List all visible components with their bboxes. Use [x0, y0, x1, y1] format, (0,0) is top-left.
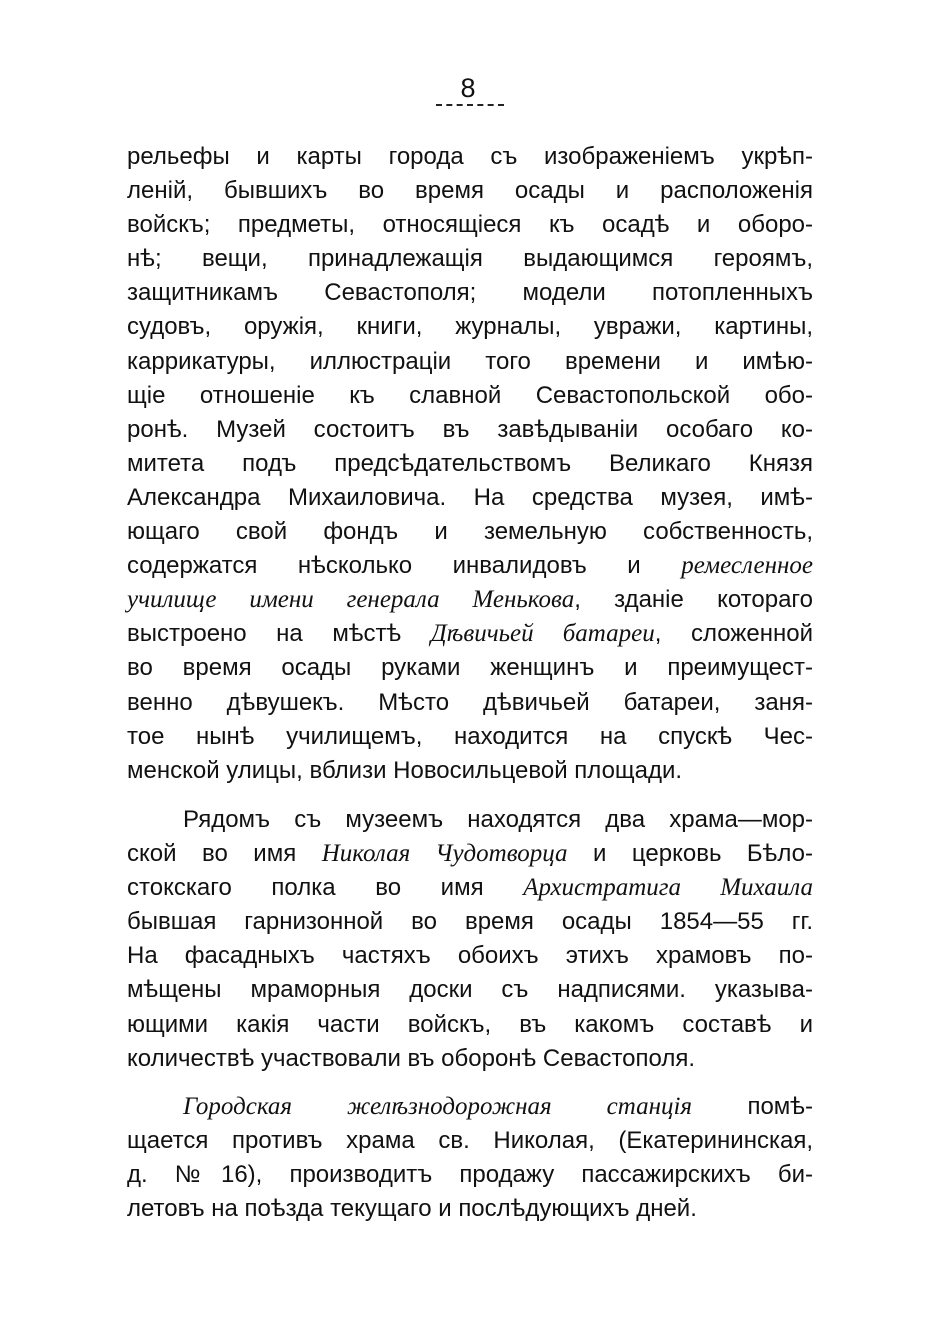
- text-segment: количествѣ участвовали въ оборонѣ Севастополя.: [127, 1044, 695, 1072]
- italic-text: училище имени генерала Менькова: [127, 586, 575, 614]
- text-segment: стокскаго полка во имя: [127, 874, 524, 902]
- text-line: [127, 1042, 813, 1076]
- paragraph-railway-station: [127, 1090, 813, 1226]
- text-line: [127, 939, 813, 973]
- text-segment: д. №16), производитъ продажу пассажирскихъ би-: [127, 1161, 813, 1189]
- paragraph-museum-collection: [127, 140, 813, 788]
- text-segment: рельефы и карты города съ изображеніемъ укрѣп-: [127, 143, 813, 170]
- text-line: [127, 651, 813, 685]
- text-line: [127, 1192, 813, 1226]
- text-segment: щается противъ храма св. Николая, (Екатерининская,: [127, 1127, 813, 1155]
- text-line: [127, 174, 813, 208]
- text-segment: Рядомъ съ музеемъ находятся два храма—мор-: [183, 806, 813, 833]
- text-segment: помѣ-: [692, 1093, 813, 1120]
- text-segment: ской во имя: [127, 840, 322, 868]
- text-segment: во время осады руками женщинъ и преимущест-: [127, 654, 813, 682]
- text-segment: щіе отношеніе къ славной Севастопольской обо-: [127, 381, 813, 409]
- text-segment: венно дѣвушекъ. Мѣсто дѣвичьей батареи, заня-: [127, 688, 813, 716]
- text-segment: выстроено на мѣстѣ: [127, 620, 431, 648]
- text-segment: митета подъ предсѣдательствомъ Великаго Князя: [127, 449, 813, 477]
- text-line: [127, 583, 813, 617]
- italic-text: ремесленное: [681, 552, 813, 580]
- text-line: [127, 549, 813, 583]
- text-segment: бывшая гарнизонной во время осады 1854—55 гг.: [127, 908, 813, 936]
- italic-text: Городская желѣзнодорожная станція: [183, 1093, 693, 1120]
- text-line: [127, 905, 813, 939]
- text-segment: судовъ, оружія, книги, журналы, увражи, картины,: [127, 313, 813, 341]
- text-line: [127, 1090, 813, 1124]
- text-line: [127, 413, 813, 447]
- text-line: [127, 617, 813, 651]
- text-line: [127, 803, 813, 837]
- text-segment: На фасадныхъ частяхъ обоихъ этихъ храмовъ по-: [127, 942, 813, 970]
- text-line: [127, 242, 813, 276]
- text-line: [127, 447, 813, 481]
- text-line: [127, 754, 813, 788]
- text-line: [127, 515, 813, 549]
- text-line: [127, 1158, 813, 1192]
- text-line: [127, 720, 813, 754]
- text-line: [127, 686, 813, 720]
- text-segment: ющими какія части войскъ, въ какомъ составѣ и: [127, 1010, 813, 1038]
- text-line: [127, 208, 813, 242]
- text-segment: ющаго свой фондъ и земельную собственность,: [127, 518, 813, 546]
- text-segment: защитникамъ Севастополя; модели потопленныхъ: [127, 279, 813, 307]
- text-line: [127, 379, 813, 413]
- paragraph-churches: [127, 803, 813, 1076]
- italic-text: Архистратига Михаила: [523, 874, 814, 902]
- text-segment: и церковь Бѣло-: [567, 840, 814, 868]
- text-segment: леній, бывшихъ во время осады и расположенія: [127, 177, 813, 205]
- text-line: [127, 1124, 813, 1158]
- page-number-rule: [436, 104, 504, 106]
- text-segment: нѣ; вещи, принадлежащія выдающимся героямъ,: [127, 245, 813, 273]
- italic-text: Дѣвичьей батареи: [430, 620, 655, 648]
- text-line: [127, 837, 813, 871]
- text-line: [127, 310, 813, 344]
- text-line: [127, 1008, 813, 1042]
- page-number: 8: [460, 73, 476, 103]
- italic-text: Николая Чудотворца: [321, 840, 568, 868]
- text-line: [127, 276, 813, 310]
- text-segment: ронѣ. Музей состоитъ въ завѣдываніи особаго ко-: [127, 415, 813, 443]
- text-line: [127, 973, 813, 1007]
- text-segment: Александра Михаиловича. На средства музея, имѣ-: [127, 483, 813, 511]
- text-segment: , зданіе котораго: [574, 586, 813, 614]
- text-segment: , сложенной: [654, 620, 813, 648]
- text-line: [127, 345, 813, 379]
- text-line: [127, 481, 813, 515]
- text-segment: содержатся нѣсколько инвалидовъ и: [127, 552, 682, 580]
- text-segment: каррикатуры, иллюстраціи того времени и имѣю-: [127, 347, 813, 375]
- text-segment: тое нынѣ училищемъ, находится на спускѣ Чес-: [127, 722, 813, 750]
- text-line: [127, 871, 813, 905]
- text-segment: войскъ; предметы, относящіеся къ осадѣ и оборо-: [127, 211, 813, 239]
- text-segment: летовъ на поѣзда текущаго и послѣдующихъ дней.: [127, 1195, 697, 1223]
- text-segment: менской улицы, вблизи Новосильцевой площади.: [127, 756, 683, 784]
- text-segment: мѣщены мраморныя доски съ надписями. указыва-: [127, 976, 813, 1004]
- text-line: [127, 140, 813, 174]
